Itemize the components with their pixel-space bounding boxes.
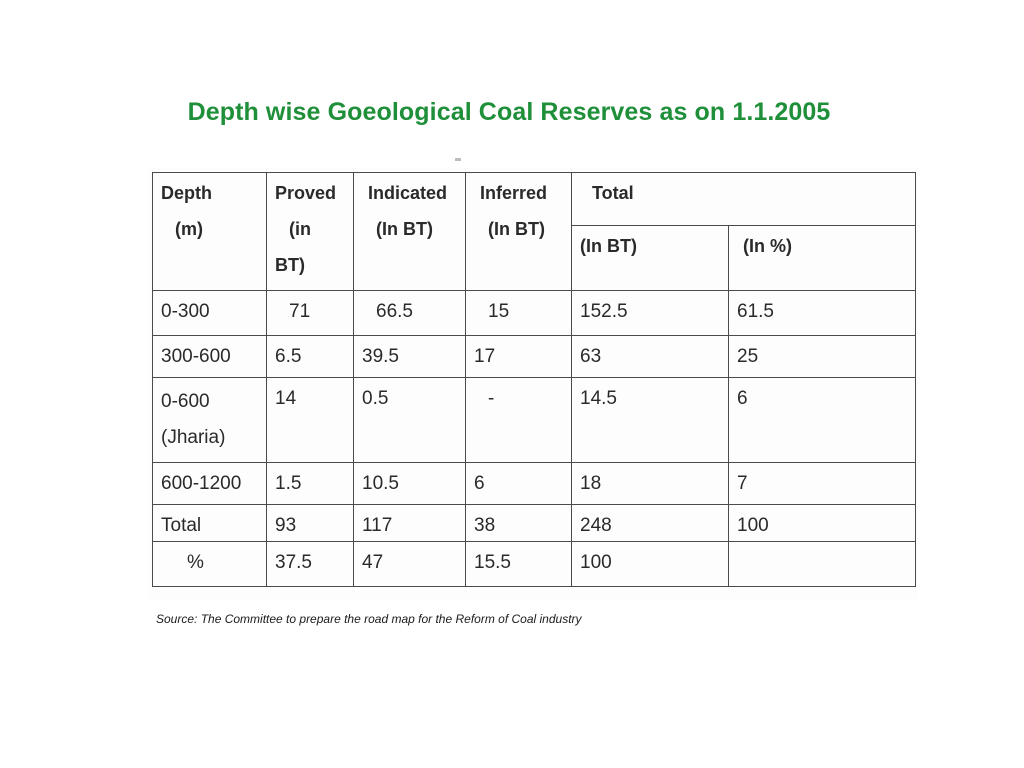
header-proved: [267, 173, 354, 291]
cell-indicated: 39.5: [354, 336, 466, 378]
cell-depth: 0-300: [153, 291, 267, 336]
header-row: [153, 173, 916, 226]
header-proved-line2: (in: [289, 219, 311, 239]
cell-total-pct: 7: [729, 463, 916, 505]
cell-indicated: 10.5: [354, 463, 466, 505]
cell-depth: [153, 378, 267, 463]
cell-depth-line2: (Jharia): [161, 427, 226, 448]
header-indicated-line2: (In BT): [376, 219, 433, 239]
header-total: Total: [572, 173, 916, 226]
header-inferred: [466, 173, 572, 291]
page-title: Depth wise Goeological Coal Reserves as on 1.1.2005: [187, 98, 831, 126]
cell-proved: 93: [267, 505, 354, 542]
header-depth-line1: Depth: [161, 183, 212, 203]
cell-total-bt: 63: [572, 336, 729, 378]
cell-total-bt: 14.5: [572, 378, 729, 463]
header-inferred-line1: Inferred: [480, 183, 548, 203]
cell-proved: 6.5: [267, 336, 354, 378]
scan-speck: [455, 158, 461, 161]
cell-proved: 37.5: [267, 542, 354, 587]
header-proved-line3: BT): [275, 255, 305, 275]
cell-total-pct: 6: [729, 378, 916, 463]
header-depth-line2: (m): [175, 219, 203, 239]
cell-total-pct: [729, 542, 916, 587]
table-row: [153, 291, 916, 336]
cell-inferred: 15: [466, 291, 572, 336]
source-note: Source: The Committee to prepare the road map for the Reform of Coal industry: [156, 612, 582, 626]
cell-total-bt: 18: [572, 463, 729, 505]
header-inferred-line2: (In BT): [488, 219, 545, 239]
table-row: [153, 542, 916, 587]
table-row: [153, 505, 916, 542]
cell-depth: 300-600: [153, 336, 267, 378]
cell-inferred: -: [466, 378, 572, 463]
cell-proved: 14: [267, 378, 354, 463]
cell-depth-line1: 0-600: [161, 391, 210, 412]
header-depth: [153, 173, 267, 291]
cell-total-pct: 100: [729, 505, 916, 542]
cell-inferred: 6: [466, 463, 572, 505]
cell-indicated: 47: [354, 542, 466, 587]
table-row: [153, 463, 916, 505]
cell-indicated: 117: [354, 505, 466, 542]
cell-total-bt: 248: [572, 505, 729, 542]
table-row: [153, 336, 916, 378]
cell-depth: Total: [153, 505, 267, 542]
cell-total-pct: 25: [729, 336, 916, 378]
header-indicated-line1: Indicated: [368, 183, 448, 203]
cell-total-bt: 100: [572, 542, 729, 587]
cell-total-pct: 61.5: [729, 291, 916, 336]
coal-reserves-table: [152, 172, 916, 587]
cell-depth: %: [153, 542, 267, 587]
cell-inferred: 17: [466, 336, 572, 378]
cell-indicated: 66.5: [354, 291, 466, 336]
table-row: [153, 378, 916, 463]
cell-total-bt: 152.5: [572, 291, 729, 336]
header-proved-line1: Proved: [275, 183, 337, 203]
cell-proved: 71: [267, 291, 354, 336]
cell-proved: 1.5: [267, 463, 354, 505]
header-total-bt: (In BT): [572, 226, 729, 291]
cell-inferred: 38: [466, 505, 572, 542]
header-total-pct: (In %): [729, 226, 916, 291]
header-indicated: [354, 173, 466, 291]
cell-depth: 600-1200: [153, 463, 267, 505]
cell-indicated: 0.5: [354, 378, 466, 463]
cell-inferred: 15.5: [466, 542, 572, 587]
